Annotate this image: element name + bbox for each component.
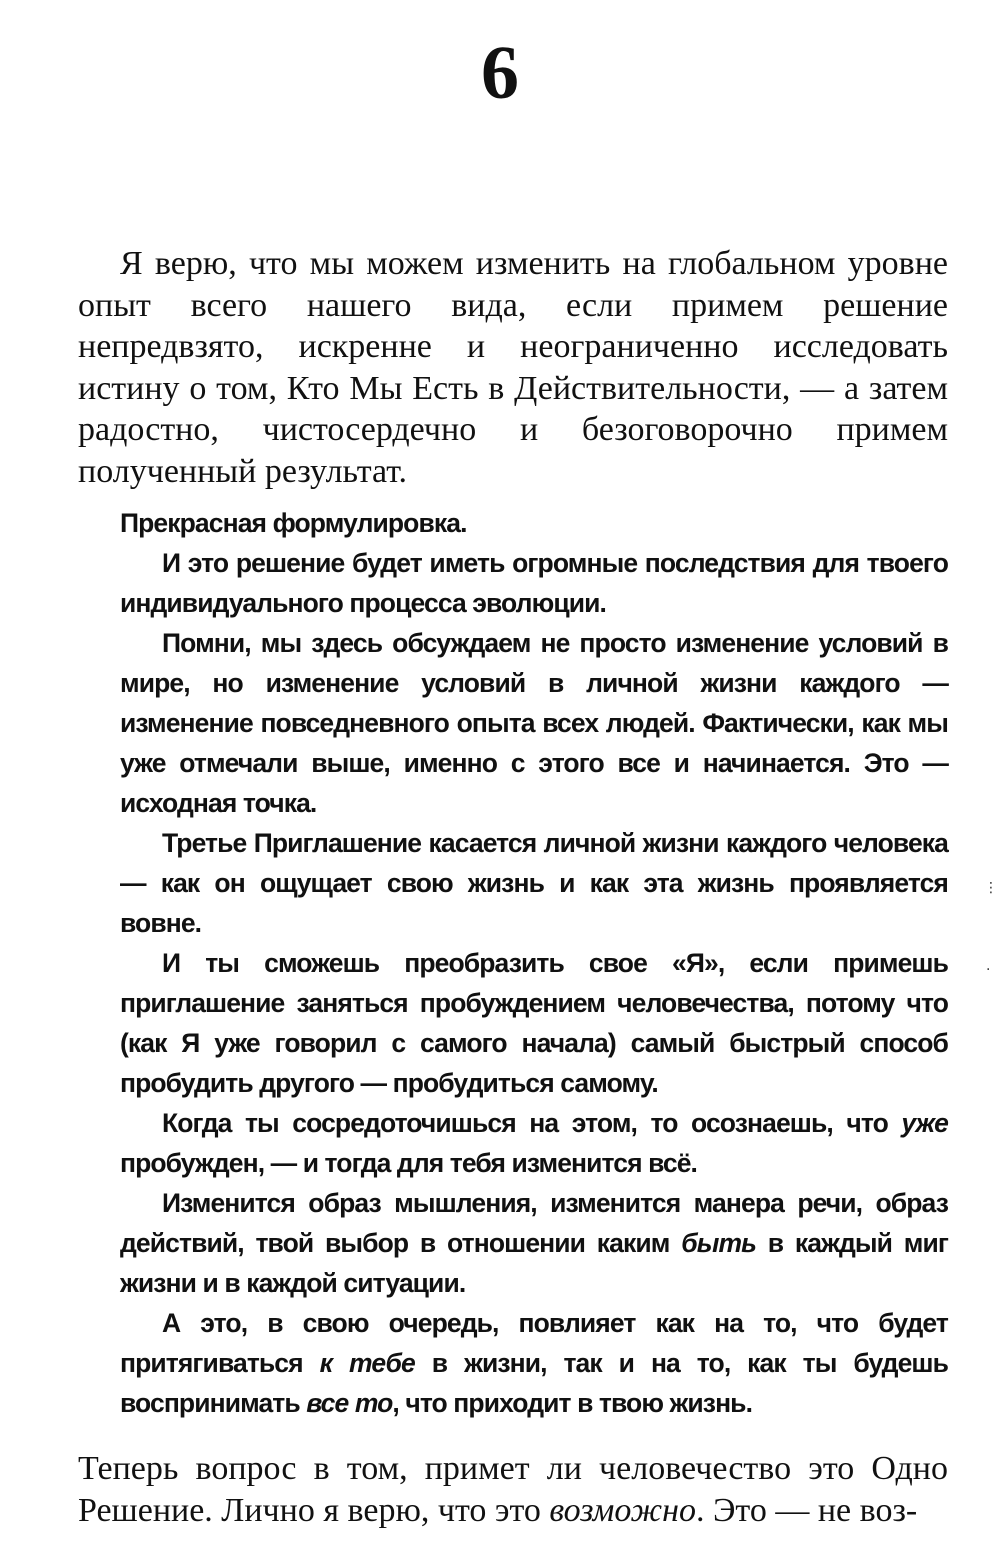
emphasis: к тебе	[319, 1348, 415, 1378]
dialogue-paragraph	[120, 1303, 948, 1423]
intro-paragraph	[78, 243, 948, 492]
dialogue-paragraph: Третье Приглашение касается личной жизни каждого человека — как он ощущает свою жизнь и как эта жизнь проявляется вовне.	[120, 828, 948, 938]
dialogue-paragraph	[120, 1103, 948, 1183]
closing-paragraph-text	[78, 1448, 948, 1531]
text-run: в жизни, так и на то, как ты будешь воспринимать	[120, 1348, 948, 1418]
dialogue-lead: Прекрасная формулировка.	[120, 508, 467, 538]
emphasis: быть	[681, 1228, 756, 1258]
text-run: А это, в свою очередь, повлияет как на то, что будет притягиваться	[120, 1308, 948, 1378]
text-run: Изменится образ мышления, изменится манера речи, образ действий, твой выбор в отношении каким	[120, 1188, 948, 1258]
emphasis: возможно	[549, 1491, 696, 1529]
emphasis: все то	[306, 1388, 393, 1418]
text-run: Теперь вопрос в том, примет ли человечество это Одно Решение. Лично я верю, что это	[78, 1450, 948, 1529]
margin-dot: ⋮	[984, 880, 998, 896]
text-run: , что приходит в твою жизнь.	[392, 1388, 753, 1418]
dialogue-paragraph: И ты сможешь преобразить свое «Я», если примешь приглашение заняться пробуждением человечества, потому что (как Я уже говорил с самого начала) самый быстрый способ пробудить другого — пробудиться самому.	[120, 948, 948, 1098]
intro-paragraph-text: Я верю, что мы можем изменить на глобальном уровне опыт всего нашего вида, если примем решение непредвзято, искренне и неограниченно исследовать истину о том, Кто Мы Есть в Действительности, — а затем радостно, чистосердечно и безоговорочно примем полученный результат.	[78, 245, 948, 490]
margin-dot: ·	[986, 962, 991, 978]
dialogue-paragraph: И это решение будет иметь огромные последствия для твоего индивидуального процесса эволюции.	[120, 548, 948, 618]
emphasis: уже	[901, 1108, 948, 1138]
dialogue-section	[120, 503, 948, 1423]
text-run: пробужден, — и тогда для тебя изменится всё.	[120, 1148, 698, 1178]
text-run: . Это — не воз-	[695, 1491, 918, 1529]
chapter-number: 6	[481, 31, 519, 115]
closing-paragraph	[78, 1448, 948, 1531]
dialogue-paragraph	[120, 1183, 948, 1303]
dialogue-paragraph: Помни, мы здесь обсуждаем не просто изменение условий в мире, но изменение условий в личной жизни каждого — изменение повседневного опыта всех людей. Фактически, как мы уже отмечали выше, именно с этого все и начинается. Это — исходная точка.	[120, 628, 948, 818]
text-run: Когда ты сосредоточишься на этом, то осознаешь, что	[162, 1108, 902, 1138]
text-run: в каждый миг жизни и в каждой ситуации.	[120, 1228, 948, 1298]
